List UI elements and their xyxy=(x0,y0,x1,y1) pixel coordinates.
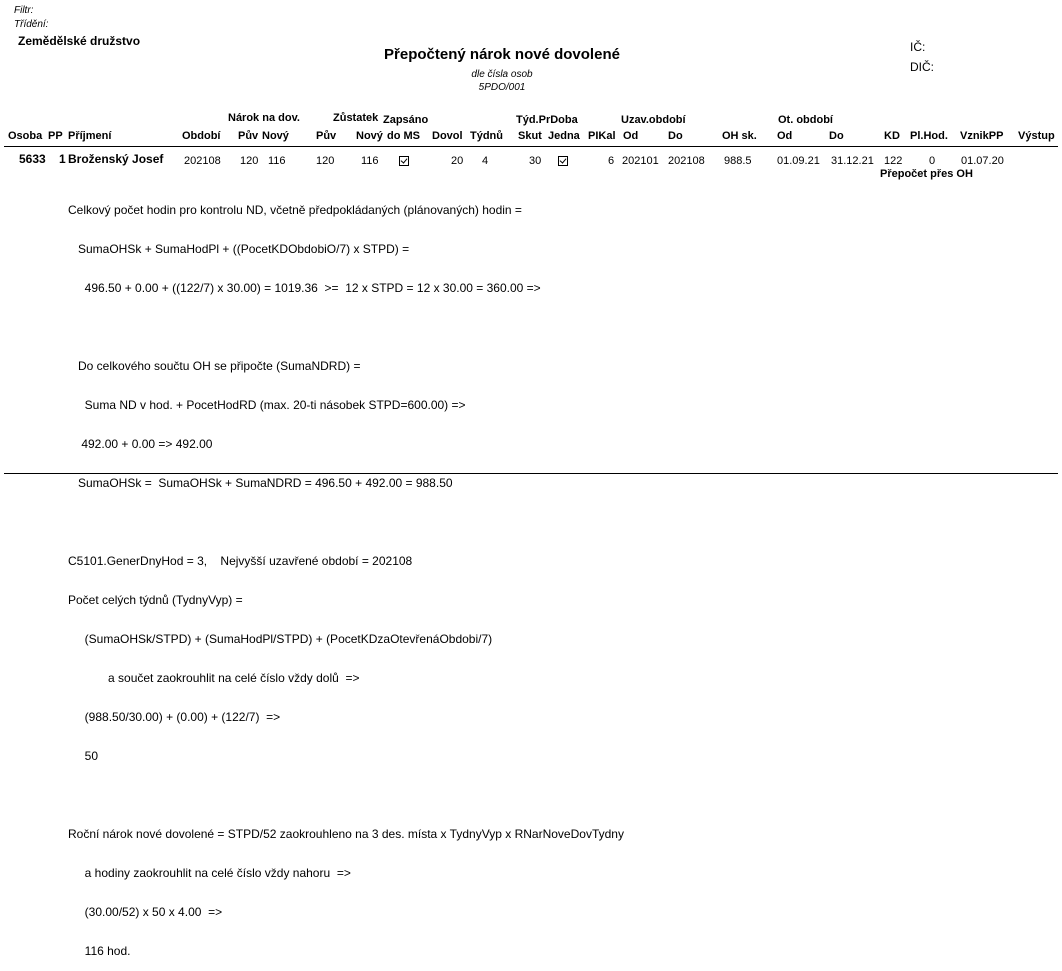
col-obdobi: Období xyxy=(182,130,221,142)
row-zpuv: 120 xyxy=(316,155,335,167)
col-oh-sk: OH sk. xyxy=(722,130,757,142)
row-vznik-pp: 01.07.20 xyxy=(961,155,1004,167)
calc-line: (988.50/30.00) + (0.00) + (122/7) => xyxy=(68,710,281,724)
report-subtitle: dle čísla osob xyxy=(471,69,533,80)
calc-block xyxy=(68,178,624,971)
col-tydnu: Týdnů xyxy=(470,130,503,142)
row-jedna-check xyxy=(558,155,568,168)
group-zapsano: Zapsáno xyxy=(383,114,429,126)
col-kd: KD xyxy=(884,130,900,142)
col-znovy: Nový xyxy=(356,130,383,142)
row-oh-sk: 988.5 xyxy=(724,155,752,167)
filter-label: Filtr: xyxy=(14,5,34,16)
calc-line: a součet zaokrouhlit na celé číslo vždy dolů => xyxy=(68,671,360,685)
dic-label: DIČ: xyxy=(910,60,934,74)
col-zpuv: Pův xyxy=(316,130,337,142)
group-zustatek: Zůstatek xyxy=(333,112,379,124)
col-skut: Skut xyxy=(518,130,542,142)
row-pikal: 6 xyxy=(608,155,615,167)
row-pl-hod: 0 xyxy=(929,155,936,167)
col-ot-od: Od xyxy=(777,130,793,142)
row-uzav-od: 202101 xyxy=(622,155,659,167)
col-novy: Nový xyxy=(262,130,289,142)
calc-line: 116 hod. xyxy=(68,944,131,958)
row-uzav-do: 202108 xyxy=(668,155,705,167)
calc-line: Celkový počet hodin pro kontrolu ND, včetně předpokládaných (plánovaných) hodin = xyxy=(68,203,522,217)
col-jedna: Jedna xyxy=(548,130,580,142)
row-ot-od: 01.09.21 xyxy=(777,155,820,167)
col-puv: Pův xyxy=(238,130,259,142)
col-pp: PP xyxy=(48,130,63,142)
checkbox-checked-icon xyxy=(558,156,568,166)
col-uzav-od: Od xyxy=(623,130,639,142)
checkbox-checked-icon xyxy=(399,156,409,166)
header-divider xyxy=(4,146,1058,147)
group-uzav: Uzav.období xyxy=(621,114,686,126)
calc-line: 496.50 + 0.00 + ((122/7) x 30.00) = 1019.36 >= 12 x STPD = 12 x 30.00 = 360.00 => xyxy=(68,281,541,295)
col-prijmeni: Příjmení xyxy=(68,130,112,142)
sort-label: Třídění: xyxy=(14,19,49,30)
col-vystup: Výstup xyxy=(1018,130,1055,142)
row-znovy: 116 xyxy=(361,155,379,167)
col-pikal: PIKal xyxy=(588,130,616,142)
calc-spacer xyxy=(68,789,624,802)
row-novy: 116 xyxy=(268,155,286,167)
row-puv: 120 xyxy=(240,155,259,167)
calc-line: SumaOHSk = SumaOHSk + SumaNDRD = 496.50 + 492.00 = 988.50 xyxy=(68,476,453,490)
calc-line: Roční nárok nové dovolené = STPD/52 zaokrouhleno na 3 des. místa x TydnyVyp x RNarNoveDovTydny xyxy=(68,827,624,841)
calc-line: Do celkového součtu OH se připočte (SumaNDRD) = xyxy=(68,359,361,373)
row-kd: 122 xyxy=(884,155,903,167)
row-obdobi: 202108 xyxy=(184,155,221,167)
row-tydnu: 4 xyxy=(482,155,489,167)
group-ot: Ot. období xyxy=(778,114,833,126)
row-dovol: 20 xyxy=(451,155,464,167)
calc-spacer xyxy=(68,321,624,334)
row-doms-check xyxy=(399,155,409,168)
calc-line: Počet celých týdnů (TydnyVyp) = xyxy=(68,593,243,607)
calc-line: 492.00 + 0.00 => 492.00 xyxy=(68,437,213,451)
row-note: Přepočet přes OH xyxy=(880,168,973,180)
row-pp: 1 xyxy=(59,152,66,166)
row-skut: 30 xyxy=(529,155,542,167)
calc-line: SumaOHSk + SumaHodPl + ((PocetKDObdobiO/7) x STPD) = xyxy=(68,242,410,256)
report-code: 5PDO/001 xyxy=(478,82,526,93)
group-narok: Nárok na dov. xyxy=(228,112,300,124)
calc-line: a hodiny zaokrouhlit na celé číslo vždy nahoru => xyxy=(68,866,351,880)
row-prijmeni: Broženský Josef xyxy=(68,152,164,166)
col-dovol: Dovol xyxy=(432,130,463,142)
calc-line: Suma ND v hod. + PocetHodRD (max. 20-ti násobek STPD=600.00) => xyxy=(68,398,466,412)
row-osoba: 5633 xyxy=(19,152,46,166)
group-tyd-pr: Týd.PrDoba xyxy=(516,114,578,126)
col-ot-do: Do xyxy=(829,130,844,142)
calc-spacer xyxy=(68,516,624,529)
col-pl-hod: Pl.Hod. xyxy=(910,130,948,142)
ic-label: IČ: xyxy=(910,40,926,54)
calc-line: 50 xyxy=(68,749,99,763)
col-doms: do MS xyxy=(387,130,420,142)
calc-line: C5101.GenerDnyHod = 3, Nejvyšší uzavřené období = 202108 xyxy=(68,554,413,568)
col-uzav-do: Do xyxy=(668,130,683,142)
company-name: Zemědělské družstvo xyxy=(18,34,141,48)
calc-line: (30.00/52) x 50 x 4.00 => xyxy=(68,905,223,919)
report-title: Přepočtený nárok nové dovolené xyxy=(384,46,620,63)
footer-divider xyxy=(4,473,1058,474)
row-ot-do: 31.12.21 xyxy=(831,155,874,167)
col-vznik-pp: VznikPP xyxy=(960,130,1004,142)
col-osoba: Osoba xyxy=(8,130,43,142)
calc-line: (SumaOHSk/STPD) + (SumaHodPl/STPD) + (PocetKDzaOtevřenáObdobi/7) xyxy=(68,632,493,646)
